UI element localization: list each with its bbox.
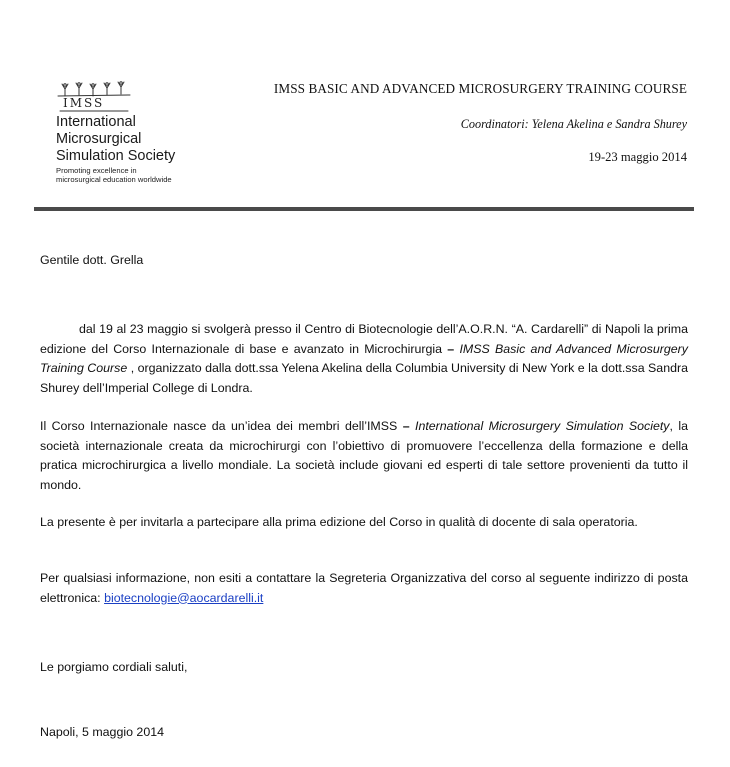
course-name: IMSS Basic and Advanced Microsurgery Training Course [40,341,688,375]
greeting: Gentile dott. Grella [40,253,144,267]
dash: – [447,341,455,356]
org-tagline [56,166,236,184]
closing: Le porgiamo cordiali saluti, [40,660,188,674]
paragraph-text: , organizzato dalla dott.ssa Yelena Akelina della Columbia University di New York e la dott.ssa Sandra Shurey dell’Imperial College di Londra. [40,361,688,395]
org-name [56,114,236,165]
tagline-line: Promoting excellence in [56,166,137,175]
paragraph-text: , la società internazionale creata da microchirurgi con l’obiettivo di promuovere l’eccellenza della formazione e della pratica microchirurgica a livello mondiale. La società include giovani ed esperti di tale settore provenienti da tutto il mondo. [40,419,688,492]
paragraph-text: dal 19 al 23 maggio si svolgerà presso il Centro di Biotecnologie dell’A.O.R.N. “A. Cardarelli” di Napoli la prima edizione del Corso Internazionale di base e avanzato in Microchirurgia [40,322,688,356]
org-name-line: Simulation Society [56,148,176,164]
imss-logo [56,80,236,184]
paragraph-contact [40,569,688,608]
society-name: International Microsurgery Simulation Society [415,419,670,433]
place-date: Napoli, 5 maggio 2014 [40,725,164,739]
org-name-line: Microsurgical [56,131,142,147]
paragraph-society [40,417,688,495]
header-divider [34,207,694,211]
tagline-line: microsurgical education worldwide [56,175,172,184]
course-dates: 19-23 maggio 2014 [588,150,687,164]
paragraph-invitation: La presente è per invitarla a partecipare alla prima edizione del Corso in qualità di docente di sala operatoria. [40,515,638,529]
dash: – [402,419,410,433]
paragraph-text: Per qualsiasi informazione, non esiti a contattare la Segreteria Organizzativa del corso al seguente indirizzo di posta elettronica: [40,571,688,605]
logo-mark [56,80,236,114]
logo-letters: IMSS [63,96,105,110]
course-title: IMSS BASIC AND ADVANCED MICROSURGERY TRAINING COURSE [273,81,687,96]
paragraph-intro [40,320,688,398]
coordinators: Coordinatori: Yelena Akelina e Sandra Shurey [460,117,687,131]
email-link[interactable]: biotecnologie@aocardarelli.it [104,590,264,605]
org-name-line: International [56,114,136,130]
paragraph-text: Il Corso Internazionale nasce da un’idea dei membri dell’IMSS [40,419,403,433]
